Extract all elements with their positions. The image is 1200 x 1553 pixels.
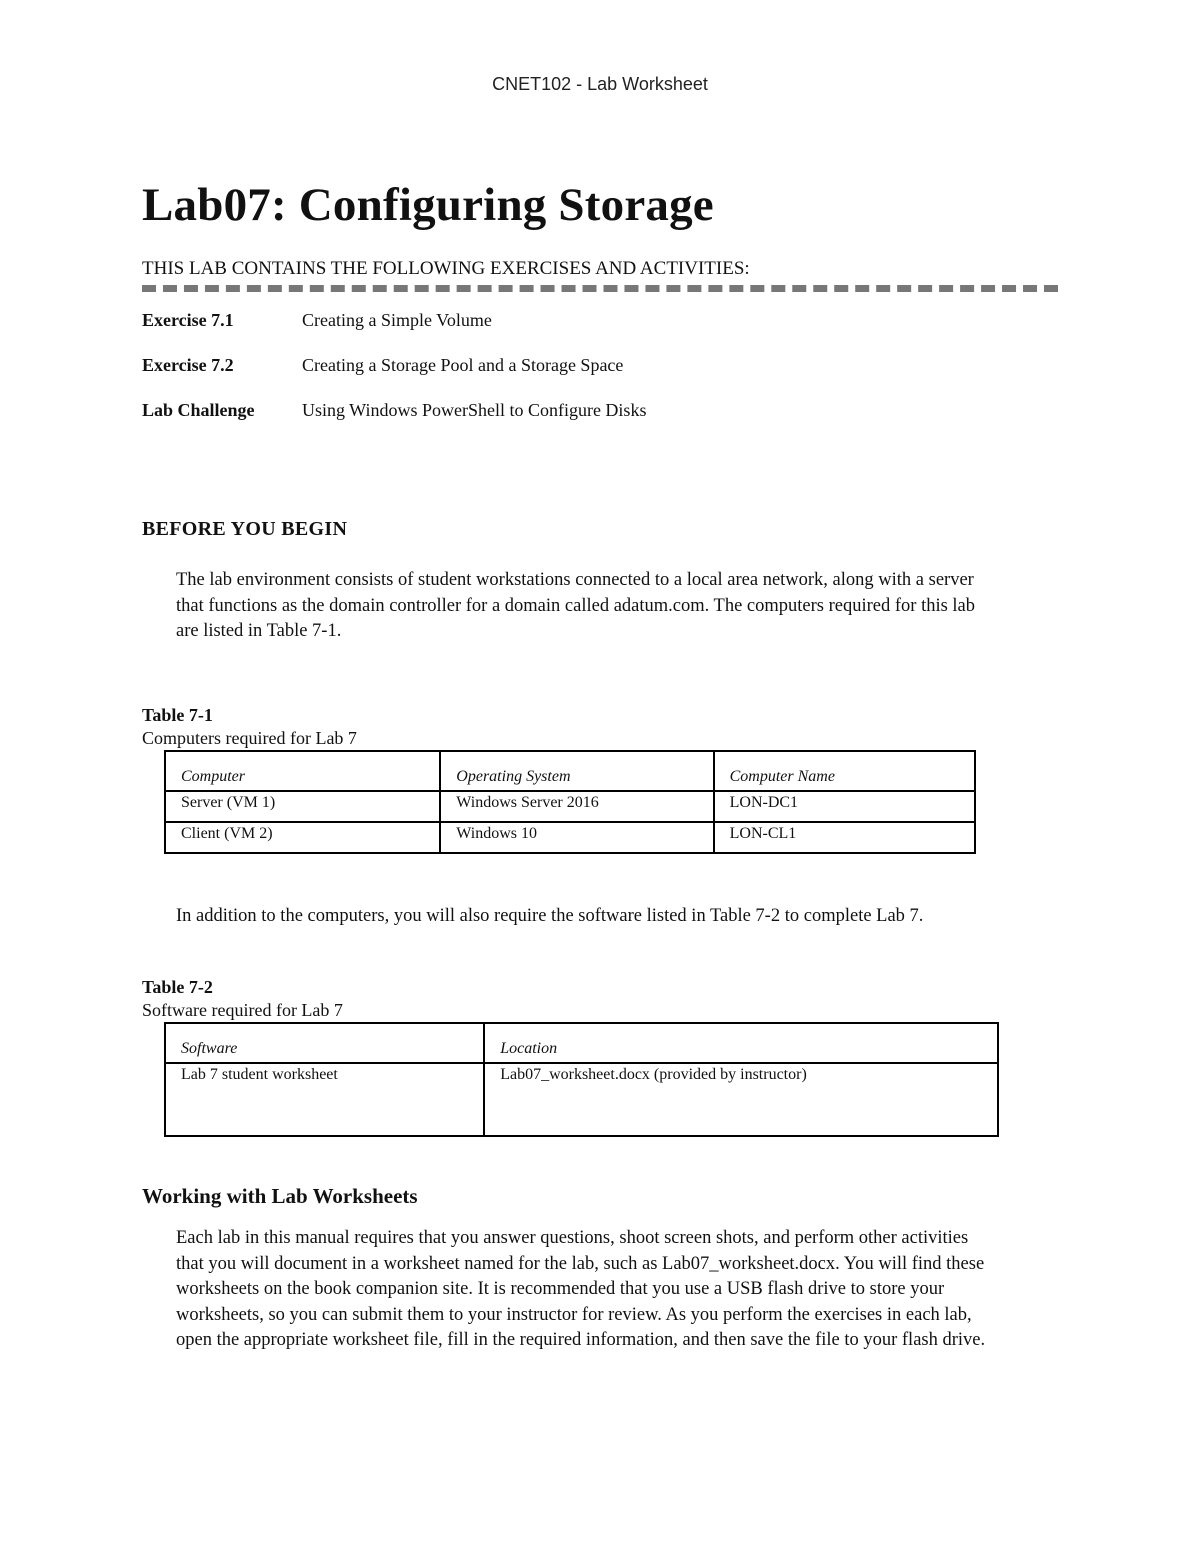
table-cell: Lab 7 student worksheet (165, 1063, 484, 1136)
exercise-description: Creating a Storage Pool and a Storage Space (302, 355, 624, 375)
software-table (164, 1022, 999, 1137)
table-header-cell: Operating System (440, 751, 713, 791)
table2-title: Table 7-2 (142, 977, 213, 997)
working-heading: Working with Lab Worksheets (142, 1184, 418, 1208)
working-paragraph: Each lab in this manual requires that you answer questions, shoot screen shots, and perform other activities that you will document in a worksheet named for the lab, such as Lab07_worksheet.docx. You will find these worksheets on the book companion site. It is recommended that you use a USB flash drive to store your worksheets, so you can submit them to your instructor for review. As you perform the exercises in each lab, open the appropriate worksheet file, fill in the required information, and then save the file to your flash drive. (176, 1228, 986, 1350)
table-header-cell: Computer (165, 751, 440, 791)
exercise-label: Exercise 7.2 (142, 355, 234, 375)
table-row (165, 822, 975, 853)
before-you-begin-heading: BEFORE YOU BEGIN (142, 518, 348, 540)
table-header-cell: Location (484, 1023, 998, 1063)
table-cell: LON-DC1 (714, 791, 975, 822)
lab-environment-paragraph: The lab environment consists of student workstations connected to a local area network, along with a server that functions as the domain controller for a domain called adatum.com. The computers required for this lab are listed in Table 7-1. (176, 570, 976, 641)
table-cell: Server (VM 1) (165, 791, 440, 822)
table-cell: Client (VM 2) (165, 822, 440, 853)
table2-caption: Software required for Lab 7 (142, 1000, 343, 1020)
computers-table (164, 750, 976, 854)
exercise-description: Using Windows PowerShell to Configure Disks (302, 400, 647, 420)
table-header-cell: Software (165, 1023, 484, 1063)
contains-heading: THIS LAB CONTAINS THE FOLLOWING EXERCISES AND ACTIVITIES: (142, 258, 1058, 292)
table-header-row (165, 1023, 998, 1063)
software-intro-paragraph: In addition to the computers, you will also require the software listed in Table 7-2 to complete Lab 7. (176, 906, 924, 926)
table-cell: Windows 10 (440, 822, 713, 853)
table-cell: Windows Server 2016 (440, 791, 713, 822)
table-header-row (165, 751, 975, 791)
table-row (165, 791, 975, 822)
table-header-cell: Computer Name (714, 751, 975, 791)
exercise-label: Lab Challenge (142, 400, 255, 420)
exercise-label: Exercise 7.1 (142, 310, 234, 330)
exercise-description: Creating a Simple Volume (302, 310, 492, 330)
table1-caption: Computers required for Lab 7 (142, 728, 357, 748)
table-row (165, 1063, 998, 1136)
page-title: Lab07: Configuring Storage (142, 179, 714, 231)
page-header: CNET102 - Lab Worksheet (492, 74, 708, 94)
table-cell: LON-CL1 (714, 822, 975, 853)
table-cell: Lab07_worksheet.docx (provided by instructor) (484, 1063, 998, 1136)
table1-title: Table 7-1 (142, 705, 213, 725)
